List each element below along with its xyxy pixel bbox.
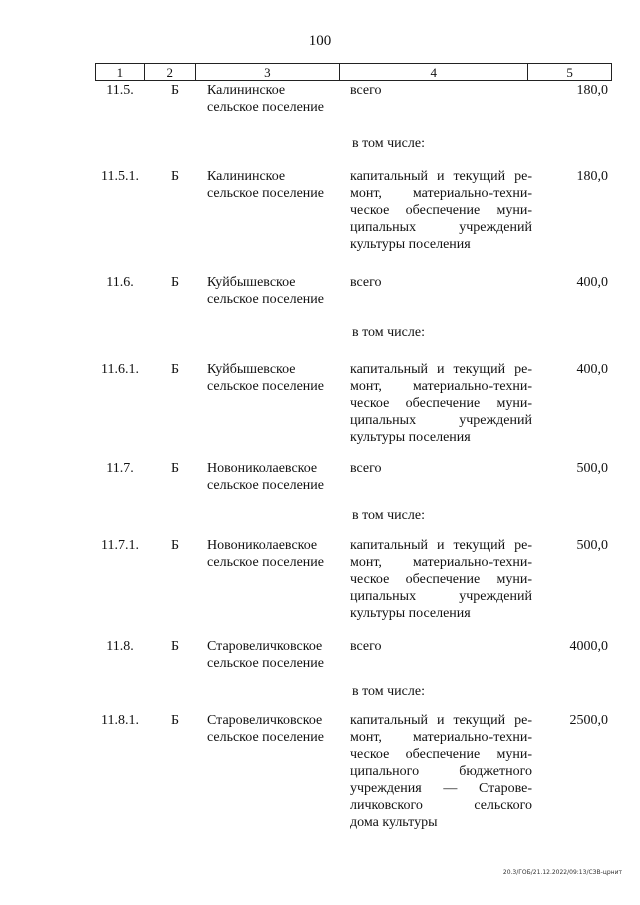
row-description — [350, 168, 532, 253]
row-description — [350, 537, 532, 622]
row-name — [207, 168, 347, 202]
row-name-line: сельское поселение — [207, 379, 324, 394]
row-description-line: ципальных учреждений — [350, 589, 532, 604]
page-number: 100 — [308, 33, 332, 49]
row-description-line: ческое обеспечение муни- — [350, 396, 532, 411]
row-description — [350, 638, 532, 655]
row-description-line: монт, материально-техни- — [350, 186, 532, 201]
row-name-line: Старовеличковское — [207, 713, 323, 728]
row-name-line: сельское поселение — [207, 478, 324, 493]
row-description-line: ципальных учреждений — [350, 220, 532, 235]
row-name-line: Новониколаевское — [207, 461, 318, 476]
row-name-line: Старовеличковское — [207, 639, 323, 654]
row-description-line: ципальных учреждений — [350, 413, 532, 428]
row-name-line: сельское поселение — [207, 555, 324, 570]
table-header — [95, 63, 612, 81]
row-name-line: Калининское — [207, 83, 286, 98]
footer-stamp: 20.3/ГОБ/21.12.2022/09:13/СЗВ-црнит — [502, 869, 622, 876]
row-value: 180,0 — [576, 83, 608, 98]
row-value: 500,0 — [576, 461, 608, 476]
row-description — [350, 712, 532, 831]
row-name-line: сельское поселение — [207, 730, 324, 745]
row-description-line: капитальный и текущий ре- — [350, 538, 532, 553]
row-category: Б — [170, 362, 180, 377]
row-category: Б — [170, 83, 180, 98]
row-description-line: культуры поселения — [350, 430, 471, 445]
row-name — [207, 537, 347, 571]
row-description-line: капитальный и текущий ре- — [350, 169, 532, 184]
row-name-line: сельское поселение — [207, 292, 324, 307]
row-description-line: дома культуры — [350, 815, 438, 830]
row-description-line: культуры поселения — [350, 606, 471, 621]
row-description-line: личковского сельского — [350, 798, 532, 813]
including-label: в том числе: — [352, 136, 425, 151]
row-description-line: капитальный и текущий ре- — [350, 713, 532, 728]
row-number: 11.7.1. — [101, 538, 139, 553]
row-number: 11.5. — [106, 83, 134, 98]
header-col-3: 3 — [196, 64, 340, 80]
row-name-line: сельское поселение — [207, 100, 324, 115]
header-col-2: 2 — [145, 64, 196, 80]
row-description-line: учреждения — Старове- — [350, 781, 532, 796]
row-description-line: монт, материально-техни- — [350, 379, 532, 394]
row-name — [207, 712, 347, 746]
including-label: в том числе: — [352, 508, 425, 523]
row-description-line: монт, материально-техни- — [350, 730, 532, 745]
row-description-line: всего — [350, 83, 382, 98]
row-number: 11.5.1. — [101, 169, 139, 184]
row-name-line: Калининское — [207, 169, 286, 184]
row-description-line: всего — [350, 275, 382, 290]
row-name-line: сельское поселение — [207, 186, 324, 201]
row-number: 11.7. — [106, 461, 134, 476]
row-description — [350, 361, 532, 446]
row-number: 11.8. — [106, 639, 134, 654]
row-category: Б — [170, 275, 180, 290]
row-name — [207, 82, 347, 116]
row-category: Б — [170, 538, 180, 553]
header-col-5: 5 — [566, 65, 573, 80]
including-label: в том числе: — [352, 684, 425, 699]
including-label: в том числе: — [352, 325, 425, 340]
row-name — [207, 274, 347, 308]
row-value: 400,0 — [576, 362, 608, 377]
row-value: 2500,0 — [569, 713, 608, 728]
row-description-line: капитальный и текущий ре- — [350, 362, 532, 377]
row-description-line: всего — [350, 461, 382, 476]
row-value: 500,0 — [576, 538, 608, 553]
row-description — [350, 460, 532, 477]
row-description-line: всего — [350, 639, 382, 654]
row-category: Б — [170, 713, 180, 728]
row-name — [207, 361, 347, 395]
row-description — [350, 82, 532, 99]
row-name-line: Куйбышевское — [207, 275, 296, 290]
row-category: Б — [170, 461, 180, 476]
row-name — [207, 460, 347, 494]
row-value: 400,0 — [576, 275, 608, 290]
row-description-line: культуры поселения — [350, 237, 471, 252]
row-value: 4000,0 — [569, 639, 608, 654]
header-col-1: 1 — [96, 64, 145, 80]
row-number: 11.8.1. — [101, 713, 139, 728]
row-description-line: ческое обеспечение муни- — [350, 203, 532, 218]
row-category: Б — [170, 169, 180, 184]
row-number: 11.6.1. — [101, 362, 139, 377]
row-description-line: монт, материально-техни- — [350, 555, 532, 570]
row-number: 11.6. — [106, 275, 134, 290]
row-name — [207, 638, 347, 672]
row-description-line: ческое обеспечение муни- — [350, 747, 532, 762]
header-col-4: 4 — [340, 64, 528, 80]
row-description-line: ческое обеспечение муни- — [350, 572, 532, 587]
row-description-line: ципального бюджетного — [350, 764, 532, 779]
row-value: 180,0 — [576, 169, 608, 184]
row-name-line: Новониколаевское — [207, 538, 318, 553]
row-category: Б — [170, 639, 180, 654]
row-name-line: Куйбышевское — [207, 362, 296, 377]
row-name-line: сельское поселение — [207, 656, 324, 671]
row-description — [350, 274, 532, 291]
